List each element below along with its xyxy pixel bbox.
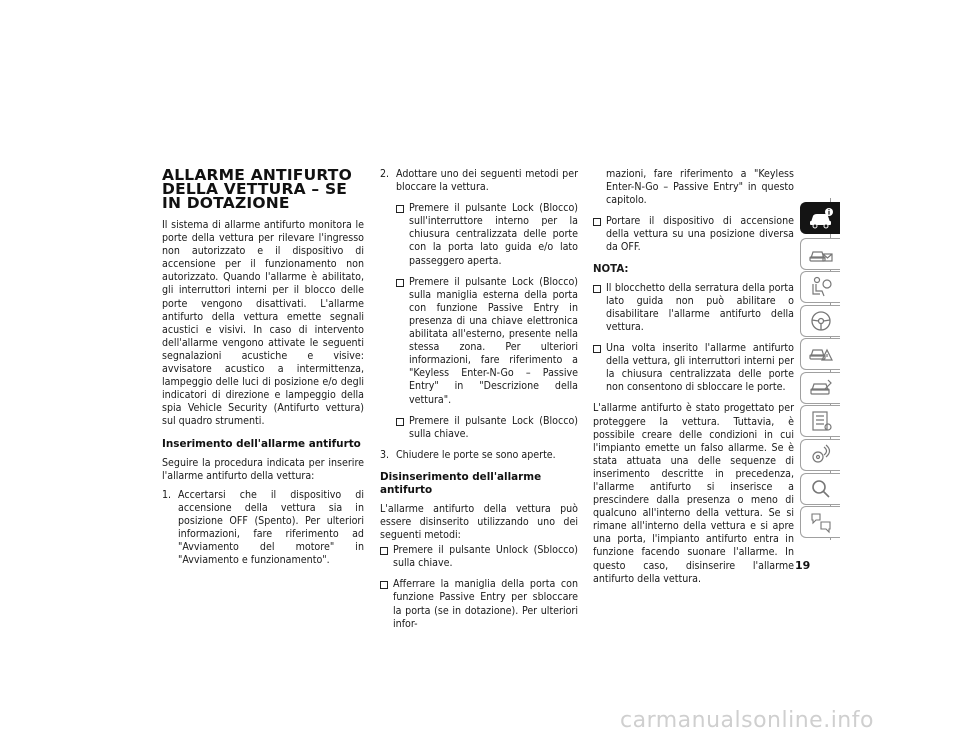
airbag-seat-icon: [808, 275, 834, 299]
step-text: Chiudere le porte se sono aperte.: [396, 448, 556, 461]
tab-multimedia[interactable]: [800, 439, 840, 471]
step-text: Accertarsi che il dispositivo di accensione della vettura sia in posizione OFF (Spento). Per ulteriori informazioni, fare riferimento ad "Avviamento del motore" in "Avviamento e funzionamento".: [178, 488, 364, 567]
column-3: [593, 168, 794, 592]
car-messages-icon: [808, 242, 834, 266]
tab-car-info[interactable]: [800, 202, 840, 234]
list-item-text: Portare il dispositivo di accensione della vettura su una posizione diversa da OFF.: [606, 215, 794, 254]
arming-paragraph: Seguire la procedura indicata per inserire l'allarme antifurto della vettura:: [162, 456, 364, 482]
checkbox-bullet-icon: [593, 342, 606, 394]
list-item: [396, 415, 578, 441]
car-warning-icon: [808, 342, 834, 366]
step-3: [380, 449, 578, 462]
step-2-options: [396, 202, 578, 441]
continuation-text: mazioni, fare riferimento a "Keyless Enter-N-Go – Passive Entry" in questo capitolo.: [606, 168, 794, 207]
disarming-paragraph: L'allarme antifurto della vettura può essere disinserito utilizzando uno dei seguenti metodi:: [380, 502, 578, 542]
list-item: [593, 282, 794, 334]
list-item: [396, 202, 578, 267]
disarming-heading: Disinserimento dell'allarme antifurto: [380, 470, 542, 496]
note-label: NOTA:: [593, 263, 629, 275]
column-1: [162, 168, 364, 575]
list-item: [593, 215, 794, 254]
step-text: Adottare uno dei seguenti metodi per bloccare la vettura.: [396, 168, 578, 194]
column-2: [380, 168, 578, 639]
tab-driving[interactable]: [800, 305, 840, 337]
checkbox-bullet-icon: [396, 276, 409, 407]
watermark: carmanualsonline.info: [620, 708, 874, 733]
list-item-text: Il blocchetto della serratura della porta lato guida non può abilitare o disabilitare l'allarme antifurto della vettura.: [606, 281, 794, 333]
list-item-text: Premere il pulsante Unlock (Sblocco) sulla chiave.: [393, 544, 578, 570]
tab-languages[interactable]: [800, 506, 840, 538]
list-item: [380, 544, 578, 570]
tab-index[interactable]: [800, 473, 840, 505]
steering-wheel-icon: [808, 309, 834, 333]
list-item-text: Premere il pulsante Lock (Blocco) sull'interruttore interno per la chiusura centralizzata delle porte con la porta lato guida e/o lato passeggero aperta.: [409, 202, 578, 267]
search-index-icon: [808, 477, 834, 501]
section-title: ALLARME ANTIFURTO DELLA VETTURA – SE IN DOTAZIONE: [162, 166, 352, 212]
step-number: 3.: [380, 448, 390, 461]
tab-specs[interactable]: [800, 405, 840, 437]
step-number: 2.: [380, 168, 390, 180]
list-item-text: Afferrare la maniglia della porta con funzione Passive Entry per sbloccare la porta (se in dotazione). Per ulteriori infor-: [393, 578, 578, 630]
list-item-text: Premere il pulsante Lock (Blocco) sulla chiave.: [409, 414, 578, 440]
intro-paragraph: Il sistema di allarme antifurto monitora le porte della vettura per rilevare l'ingresso non autorizzato e il dispositivo di accensione per il funzionamento non autorizzato. Quando l'allarme è abilitato, gli interruttori interni per il blocco delle porte vengono disattivati. L'allarme antifurto della vettura emette segnali acustici e visivi. In caso di intervento dell'allarme vengono attivate le seguenti segnalazioni acustiche e visive: avvisatore acustico a intermittenza, lampeggio delle luci di posizione e/o degli indicatori di direzione e lampeggio della spia Vehicle Security (Antifurto vettura) sul quadro strumenti.: [162, 219, 364, 428]
checkbox-bullet-icon: [380, 578, 393, 630]
tab-safety[interactable]: [800, 271, 840, 303]
list-item: [593, 342, 794, 394]
checkbox-bullet-icon: [593, 215, 606, 254]
car-info-icon: [808, 206, 834, 230]
list-item: [380, 578, 578, 630]
list-item: [396, 276, 578, 407]
step-1: [162, 489, 364, 568]
checkbox-bullet-icon: [593, 282, 606, 334]
maintenance-list-icon: [808, 409, 834, 433]
arming-heading: Inserimento dell'allarme antifurto: [162, 437, 361, 450]
tab-emergency[interactable]: [800, 338, 840, 370]
tab-service[interactable]: [800, 372, 840, 404]
audio-media-icon: [808, 443, 834, 467]
multilanguage-icon: [808, 510, 834, 534]
checkbox-bullet-icon: [380, 544, 393, 570]
list-item-text: Premere il pulsante Lock (Blocco) sulla maniglia esterna della porta con funzione Passive Entry in presenza di una chiave elettronica abilitata all'esterno, presente nella stessa zona. Per ulteriori informazioni, fare riferimento a "Keyless Enter-N-Go – Passive Entry" in "Descrizione della vettura".: [409, 275, 578, 406]
checkbox-bullet-icon: [396, 415, 409, 441]
closing-paragraph: L'allarme antifurto è stato progettato per proteggere la vettura. Tuttavia, è possibile creare delle condizioni in cui l'impianto emette un falso allarme. Se è stata attuata una delle sequenze di inserimento descritte in precedenza, l'allarme antifurto si inserisce a prescindere dalla presenza o meno di qualcuno all'interno della vettura. Se si rimane all'interno della vettura e si apre una porta, l'impianto antifurto entra in funzione facendo suonare l'allarme. In questo caso, disinserire l'allarme antifurto della vettura.: [593, 402, 794, 585]
page-number: 19: [795, 559, 811, 572]
list-item-text: Una volta inserito l'allarme antifurto della vettura, gli interruttori interni per la chiusura centralizzata delle porte non consentono di sbloccare le porte.: [606, 342, 794, 394]
step-2: [380, 168, 578, 194]
car-service-icon: [808, 376, 834, 400]
step-number: 1.: [162, 488, 172, 501]
tab-messages[interactable]: [800, 238, 840, 270]
checkbox-bullet-icon: [396, 202, 409, 267]
